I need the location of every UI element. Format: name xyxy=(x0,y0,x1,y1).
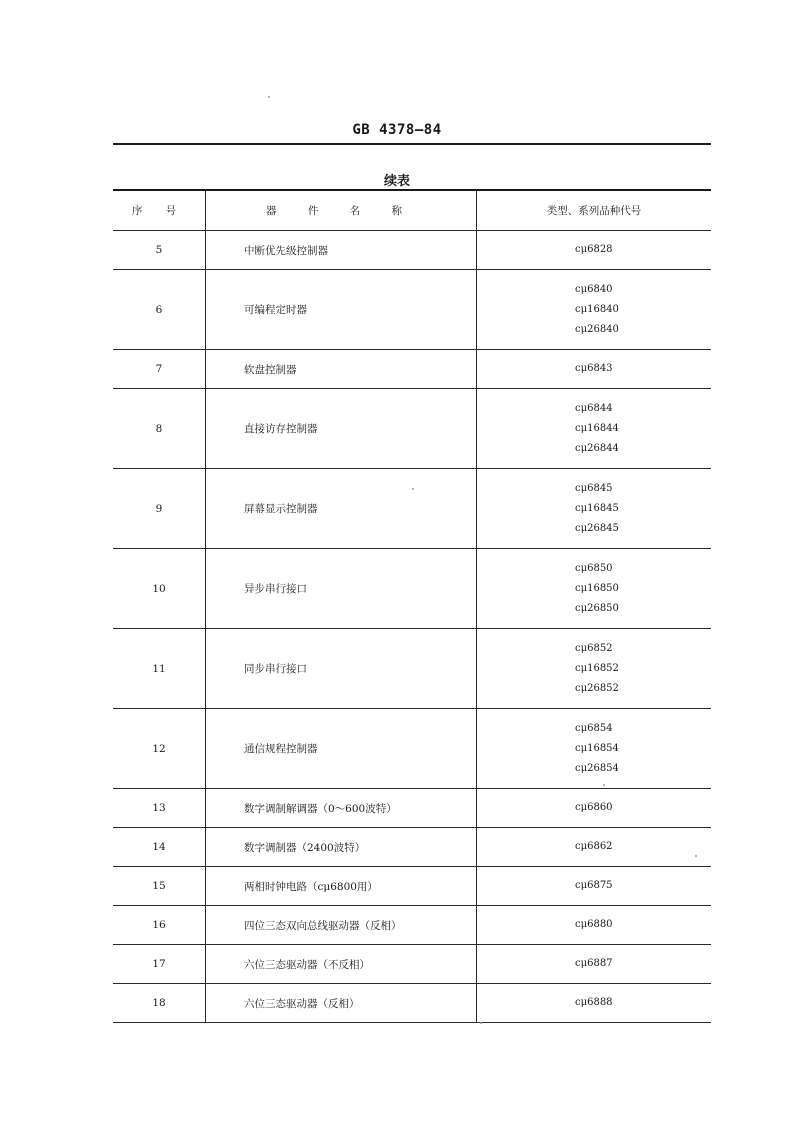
column-header-index: 序 号 xyxy=(113,190,206,231)
type-code: cμ6888 xyxy=(575,997,613,1008)
type-code: cμ6840 xyxy=(575,283,613,295)
table-row xyxy=(113,270,711,350)
table-row xyxy=(113,867,711,906)
row-device-name: 异步串行接口 xyxy=(206,549,477,629)
table-row xyxy=(113,389,711,469)
header-rule xyxy=(113,143,711,145)
type-code: cμ6843 xyxy=(575,363,613,374)
type-code: cμ26852 xyxy=(575,682,619,694)
type-code: cμ6880 xyxy=(575,919,613,930)
row-index: 9 xyxy=(113,469,206,549)
scan-speck xyxy=(268,96,270,98)
type-code: cμ6860 xyxy=(575,802,613,813)
type-code: cμ26850 xyxy=(575,602,619,614)
type-code: cμ6875 xyxy=(575,880,613,891)
type-code: cμ6850 xyxy=(575,562,613,574)
row-type-codes xyxy=(477,270,712,350)
table-row xyxy=(113,469,711,549)
type-code: cμ6854 xyxy=(575,722,613,734)
row-type-codes xyxy=(477,629,712,709)
row-type-codes xyxy=(477,350,712,389)
row-index: 15 xyxy=(113,867,206,906)
type-code: cμ26854 xyxy=(575,762,619,774)
row-device-name: 屏幕显示控制器 xyxy=(206,469,477,549)
type-code: cμ16850 xyxy=(575,582,619,594)
table-row xyxy=(113,231,711,270)
row-type-codes xyxy=(477,984,712,1023)
row-type-codes xyxy=(477,469,712,549)
row-device-name: 两相时钟电路（cμ6800用） xyxy=(206,867,477,906)
scan-speck xyxy=(695,855,697,857)
type-code: cμ6862 xyxy=(575,841,613,852)
scan-speck xyxy=(480,1022,482,1024)
scan-speck xyxy=(412,488,414,490)
row-index: 8 xyxy=(113,389,206,469)
row-index: 5 xyxy=(113,231,206,270)
row-type-codes xyxy=(477,789,712,828)
table-row xyxy=(113,906,711,945)
type-code: cμ16852 xyxy=(575,662,619,674)
row-type-codes xyxy=(477,906,712,945)
row-device-name: 通信规程控制器 xyxy=(206,709,477,789)
type-code: cμ6828 xyxy=(575,244,613,255)
row-device-name: 六位三态驱动器（不反相） xyxy=(206,945,477,984)
type-code: cμ16840 xyxy=(575,303,619,315)
row-type-codes xyxy=(477,867,712,906)
row-device-name: 四位三态双向总线驱动器（反相） xyxy=(206,906,477,945)
type-code: cμ6845 xyxy=(575,482,613,494)
row-device-name: 中断优先级控制器 xyxy=(206,231,477,270)
standard-code-header: GB 4378—84 xyxy=(352,122,442,138)
row-index: 17 xyxy=(113,945,206,984)
type-code: cμ6887 xyxy=(575,958,613,969)
type-code: cμ16845 xyxy=(575,502,619,514)
table-row xyxy=(113,629,711,709)
row-device-name: 数字调制解调器（0～600波特） xyxy=(206,789,477,828)
row-index: 14 xyxy=(113,828,206,867)
row-index: 7 xyxy=(113,350,206,389)
type-code: cμ16854 xyxy=(575,742,619,754)
table-body xyxy=(113,231,711,1023)
type-code: cμ26845 xyxy=(575,522,619,534)
row-device-name: 数字调制器（2400波特） xyxy=(206,828,477,867)
row-type-codes xyxy=(477,828,712,867)
row-type-codes xyxy=(477,709,712,789)
table-caption: 续表 xyxy=(383,174,410,189)
row-device-name: 可编程定时器 xyxy=(206,270,477,350)
row-device-name: 六位三态驱动器（反相） xyxy=(206,984,477,1023)
table-row xyxy=(113,549,711,629)
row-type-codes xyxy=(477,549,712,629)
row-index: 10 xyxy=(113,549,206,629)
type-code: cμ6852 xyxy=(575,642,613,654)
row-type-codes xyxy=(477,945,712,984)
table-row xyxy=(113,789,711,828)
row-index: 18 xyxy=(113,984,206,1023)
table-row xyxy=(113,828,711,867)
row-index: 11 xyxy=(113,629,206,709)
row-type-codes xyxy=(477,231,712,270)
row-device-name: 软盘控制器 xyxy=(206,350,477,389)
table-row xyxy=(113,984,711,1023)
column-header-code: 类型、系列品种代号 xyxy=(477,190,712,231)
table-row xyxy=(113,709,711,789)
table-header-row xyxy=(113,190,711,231)
row-device-name: 同步串行接口 xyxy=(206,629,477,709)
type-code: cμ6844 xyxy=(575,402,613,414)
row-index: 16 xyxy=(113,906,206,945)
row-type-codes xyxy=(477,389,712,469)
row-device-name: 直接访存控制器 xyxy=(206,389,477,469)
row-index: 12 xyxy=(113,709,206,789)
scan-speck xyxy=(603,784,605,786)
type-code: cμ16844 xyxy=(575,422,619,434)
row-index: 13 xyxy=(113,789,206,828)
row-index: 6 xyxy=(113,270,206,350)
column-header-name: 器 件 名 称 xyxy=(206,190,477,231)
type-code: cμ26840 xyxy=(575,323,619,335)
table-row xyxy=(113,945,711,984)
table-row xyxy=(113,350,711,389)
component-table xyxy=(113,189,711,1023)
type-code: cμ26844 xyxy=(575,442,619,454)
